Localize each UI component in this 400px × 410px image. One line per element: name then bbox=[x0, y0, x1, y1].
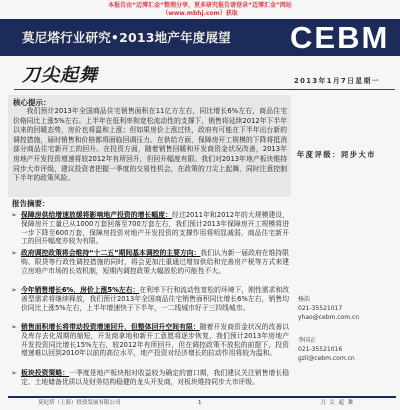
bullet-lead: 今年销售增长6%，房价上涨5%左右： bbox=[21, 286, 140, 294]
summary-heading: 报告摘要： bbox=[12, 199, 50, 208]
bullet-text: 经过2011年和2012年的大规模建设，保障房开工量已从1000万套回落至700万套左右，我们预计2013年保障房开工规模将进一步下降至600万套，保障房投资对地产开发投资的支撑作用将明显减弱，商品住宅新开工的回升幅度亦较为有限。 bbox=[21, 211, 289, 246]
contact-phone: 021-35521016 bbox=[298, 346, 343, 353]
title-divider bbox=[14, 89, 395, 90]
footer-divider bbox=[8, 396, 396, 398]
bullet-text: 一季度是地产板块相对收益较为确定的窗口期，我们建议关注销售增长稳定、土地储备优质以及财务结构稳健的龙头开发商，对板块维持同步大市评级。 bbox=[21, 369, 289, 386]
page-number: 1 bbox=[198, 400, 202, 406]
bullet-body bbox=[21, 286, 289, 322]
banner-line-2: （www.mbhj.com）获取 bbox=[162, 10, 238, 17]
summary-bullet bbox=[11, 369, 289, 395]
annual-rating: 年度评级：同步大市 bbox=[297, 150, 377, 159]
arrow-bullet-icon: ➢ bbox=[11, 369, 17, 377]
arrow-bullet-icon: ➢ bbox=[11, 323, 17, 331]
bullet-text: 在利率下行和流动性宽松的环境下，刚性需求和改善型需求将继续释放，我们预计2013年全国商品住宅销售面积同比增长6%左右，销售均价同比上涨5%左右，上半年增速快于下半年，一二线城市好于三四线城市。 bbox=[21, 286, 289, 312]
bullet-lead: 政府调控政策将会维持“十二五”期间基本调控的主要方向： bbox=[21, 249, 201, 257]
summary-bullet bbox=[11, 211, 289, 247]
summary-bullet bbox=[11, 286, 289, 322]
contact-email: gzli@cebm.com.cn bbox=[298, 355, 355, 362]
bullet-text: 随着开发商资金状况的改善以及库存去化周期的缩短，开发商拿地和新开工意愿将逐步恢复，我们预计2013年房地产开发投资同比增长15%左右，较2012年有所回升，但在调控政策不放松的前提下，投资增速难以回到2010年以前的高位水平，地产投资对经济增长的拉动作用将较为温和。 bbox=[21, 323, 289, 358]
contact-name: 李国正 bbox=[298, 337, 317, 344]
contact-email: yhao@cebm.com.cn bbox=[298, 314, 360, 321]
summary-bullet bbox=[11, 323, 289, 368]
report-title: 刀尖起舞 bbox=[22, 65, 98, 86]
bullet-body bbox=[21, 249, 289, 285]
contact-name: 杨浩 bbox=[298, 296, 311, 303]
series-title: 莫尼塔行业研究•2013地产年度展望 bbox=[22, 30, 231, 45]
bullet-body bbox=[21, 369, 289, 395]
cebm-logo: CEBM bbox=[290, 20, 390, 55]
arrow-bullet-icon: ➢ bbox=[11, 249, 17, 257]
core-text: 我们预计2013年全国商品住宅销售面积在11亿方左右，同比增长6%左右，商品住宅价格同比上涨5%左右。上半年在低利率和宽松流动性的支撑下，销售将延续2012年下半年以来的回暖态势，房价也将温和上涨；但如果房价上涨过快，政府有可能在下半年出台新的调控措施，届时销售和价格都将面临回调压力。在供给方面，保障房开工规模的下降将抵消部分商品住宅新开工的回升。在投资方面，随着销售回暖和开发商资金状况改善，2013年房地产开发投资增速将较2012年有所回升，但回升幅度有限。我们对2013年地产板块维持同步大市评级，建议投资者把握一季度的交易性机会，在政策的刀尖上起舞，同时注意控制下半年的政策风险。 bbox=[13, 107, 287, 183]
bullet-lead: 销售面积增长将带动投资增速回升，但整体回升空间有限： bbox=[21, 323, 200, 331]
bullet-lead: 保障房供给增速放缓将影响地产投资的增长幅度： bbox=[21, 211, 172, 219]
core-heading: 核心提示： bbox=[13, 98, 51, 107]
header-bar bbox=[0, 19, 400, 56]
bullet-text: 我们认为新一届政府在维持限购、限贷等行政性调控措施的同时，将会更加注重通过增加供给和完善房产税等方式来建立房地产市场的长效机制，短期内调控政策大幅放松的可能性不大。 bbox=[21, 249, 289, 275]
arrow-bullet-icon: ➢ bbox=[11, 211, 17, 219]
banner-line-1: 本报告由“迈博汇金”整理分享，更多研究报告请登录“迈博汇金”网站 bbox=[108, 2, 292, 9]
arrow-bullet-icon: ➢ bbox=[11, 286, 17, 294]
report-date: 2013年1月7日星期一 bbox=[294, 77, 380, 85]
core-summary-box bbox=[8, 95, 291, 197]
summary-bullet bbox=[11, 249, 289, 285]
footer-report-name: 刀 尖 起 舞 bbox=[320, 400, 355, 406]
bullet-body bbox=[21, 323, 289, 368]
bullet-lead: 板块投资策略： bbox=[21, 369, 70, 377]
footer-company: 莫尼塔（上海）投资发展有限公司 bbox=[38, 400, 121, 406]
bullet-body bbox=[21, 211, 289, 247]
contact-phone: 021-35521017 bbox=[298, 305, 343, 312]
